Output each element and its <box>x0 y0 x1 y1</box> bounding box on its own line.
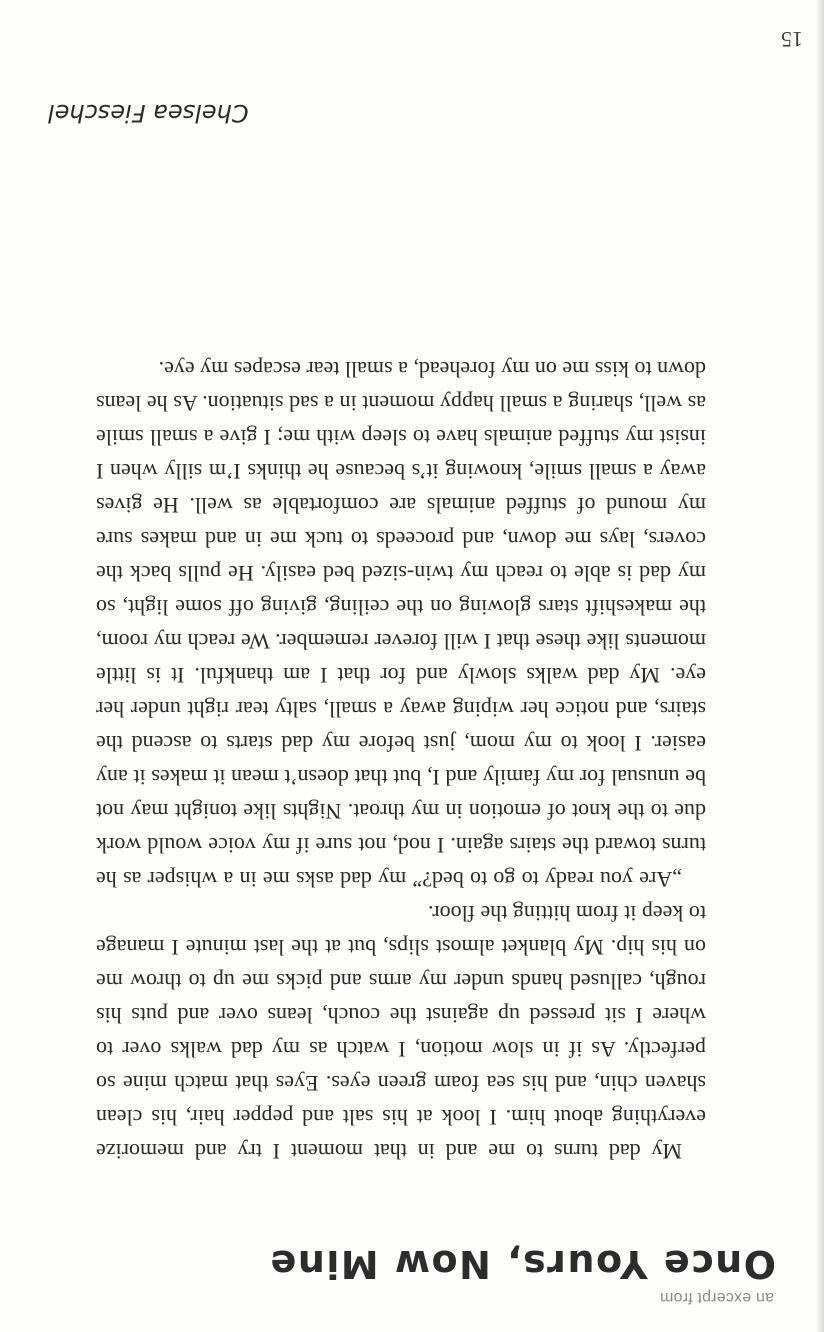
author-name: Chelsea Fieschel <box>48 99 249 127</box>
excerpt-label: an excerpt from <box>659 1289 774 1306</box>
story-title: Once Yours, Now Mine <box>268 1242 776 1286</box>
page-edge-shadow <box>816 0 824 1332</box>
paragraph: My dad turns to me and in that moment I try and memorize everything about him. I look at his salt and pepper hair, his clean shaven chin, and his sea foam green eyes. Eyes that match mine so perfectly. As if in slow motion, I watch as my dad walks over to where I sit pressed up against the couch, leans over and puts his rough, callused hands under my arms and picks me up to throw me on his hip. My blanket almost slips, but at the last minute I manage to keep it from hitting the floor. <box>96 901 706 1164</box>
story-body <box>96 352 706 1168</box>
paragraph: „Are you ready to go to bed?” my dad asks me in a whisper as he turns toward the stairs again. I nod, not sure if my voice would work due to the knot of emotion in my throat. Nights like tonight may not be unusual for my family and I, but that doesn’t mean it makes it any easier. I look to my mom, just before my dad starts to ascend the stairs, and notice her wiping away a small, salty tear right under her eye. My dad walks slowly and for that I am thankful. It is little moments like these that I will forever remember. We reach my room, the makeshift stars glowing on the ceiling, giving off some light, so my dad is able to reach my twin-sized bed easily. He pulls back the covers, lays me down, and proceeds to tuck me in and makes sure my mound of stuffed animals are comfortable as well. He gives away a small smile, knowing it’s because he thinks I’m silly when I insist my stuffed animals have to sleep with me; I give a small smile as well, sharing a small happy moment in a sad situation. As he leans down to kiss me on my forehead, a small tear escapes my eye. <box>96 357 706 892</box>
page-number: 15 <box>781 27 803 52</box>
